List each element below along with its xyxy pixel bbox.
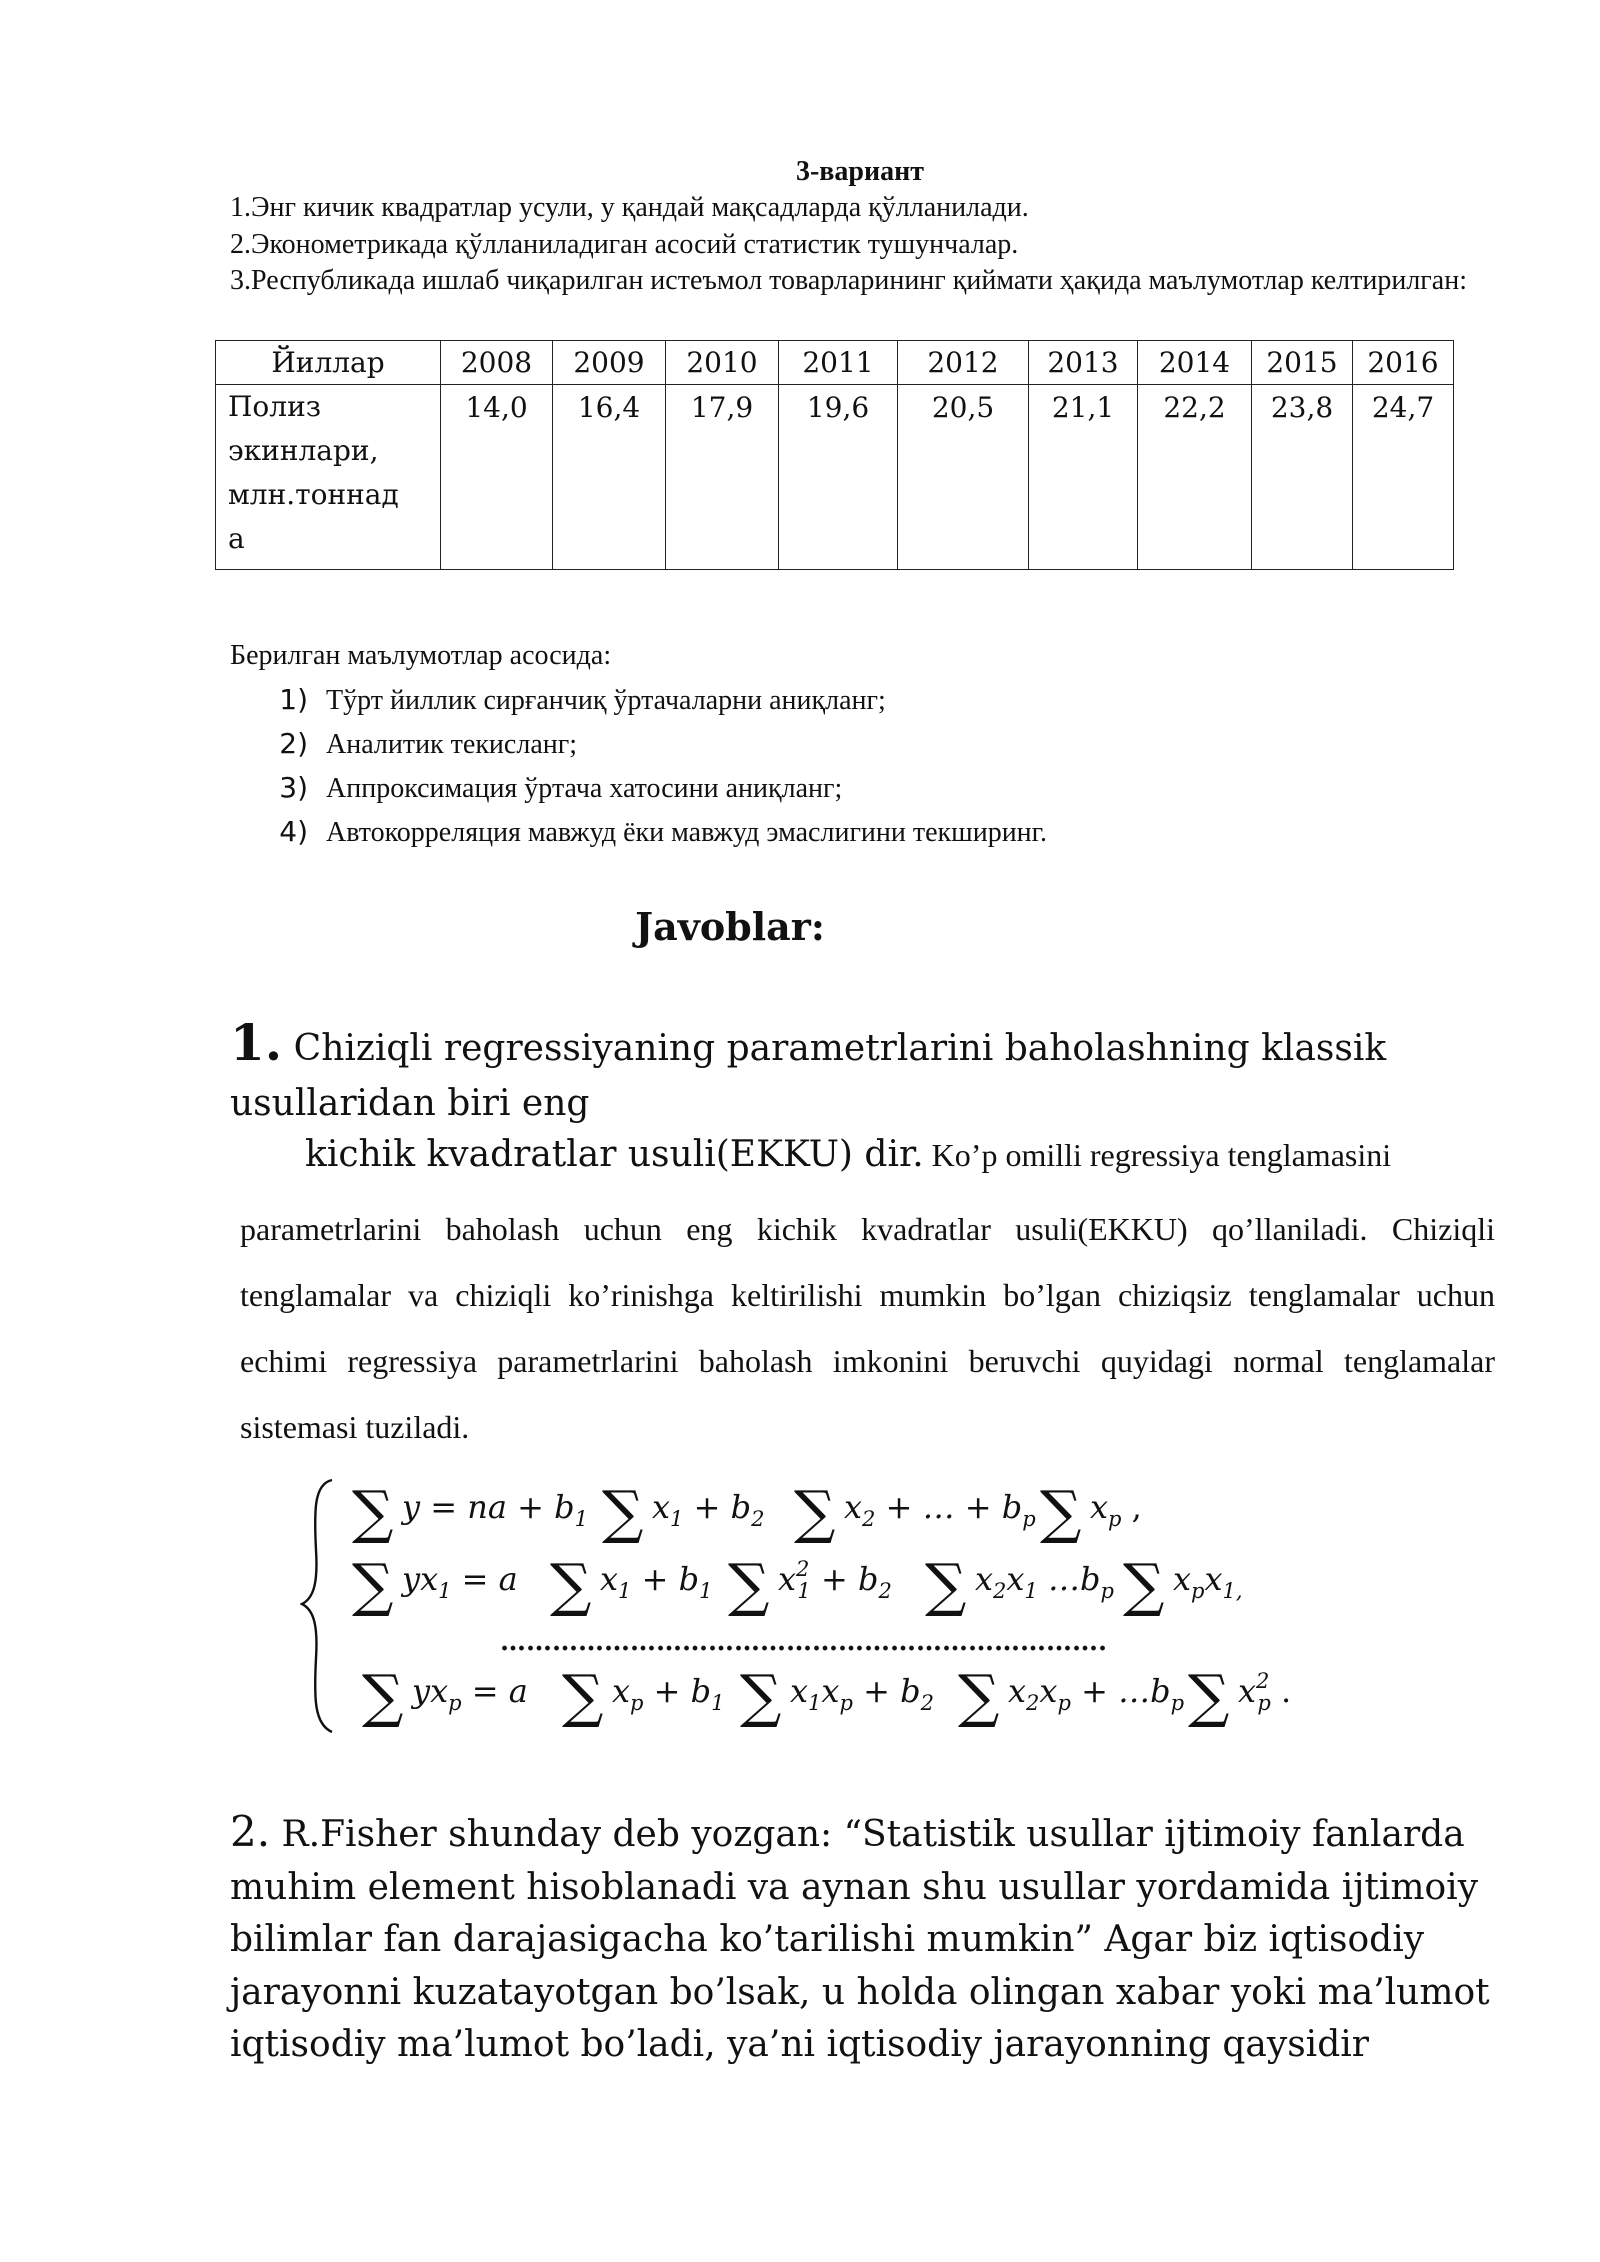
svg-text:∑: ∑ (1123, 1551, 1165, 1619)
table-cell: 16,4 (553, 385, 666, 570)
svg-text:∑: ∑ (740, 1662, 782, 1730)
svg-text:xp ,: $x_p$ , (1090, 1488, 1142, 1531)
svg-text:∑: ∑ (602, 1478, 644, 1546)
table-cell: 22,2 (1138, 385, 1252, 570)
equation-2 (352, 1551, 1243, 1619)
table-year: 2008 (441, 341, 553, 385)
svg-text:x2 + … + bp: $x_2$ + … + $b_p$ (844, 1488, 1036, 1531)
data-table (215, 340, 1454, 570)
table-cell: 24,7 (1353, 385, 1454, 570)
svg-text:∑: ∑ (550, 1551, 592, 1619)
task-list (230, 678, 1047, 854)
svg-text:yx1 = a: $yx_1 = a$ (402, 1560, 518, 1603)
svg-text:x1 + b2: $x_1 + b_2$ (652, 1488, 765, 1531)
svg-text:x2x1 …bp: $x_2x_1$ $\dots b_p$ (975, 1560, 1114, 1603)
list-item: 1) Тўрт йиллик сирғанчиқ ўртачаларни аниқланг; (279, 683, 886, 716)
svg-text:x2p .: $x^2$ p . (1238, 1669, 1292, 1715)
answer-1-line: kichik kvadratlar usuli(EKKU) dir. Ko’p omilli regressiya tenglamasini (305, 1134, 1392, 1175)
svg-text:yxp = a: $yx_p = a$ (412, 1672, 528, 1715)
formula-ellipsis: ……………………………………………………………. (500, 1627, 1108, 1657)
table-year: 2011 (779, 341, 898, 385)
svg-text:∑: ∑ (562, 1662, 604, 1730)
table-header-row (216, 341, 1454, 385)
svg-text:∑: ∑ (958, 1662, 1000, 1730)
svg-text:∑: ∑ (1188, 1662, 1230, 1730)
table-cell: 23,8 (1252, 385, 1353, 570)
table-year: 2009 (553, 341, 666, 385)
svg-text:x1xp + b2: $x_1x_p + b_2$ (790, 1672, 934, 1715)
answers-title: Javoblar: (635, 904, 825, 949)
question-3: 3.Республикада ишлаб чиқарилган истеъмол товарларининг қиймати ҳақида маълумотлар келтирилган: (230, 265, 1467, 296)
svg-text:x1 + b1: $x_1 + b_1$ (600, 1560, 713, 1603)
table-cell: 20,5 (898, 385, 1029, 570)
svg-text:∑: ∑ (362, 1662, 404, 1730)
table-year: 2014 (1138, 341, 1252, 385)
answer-1-heading: 1. Chiziqli regressiyaning parametrlarini baholashning klassik usullaridan biri eng (230, 1013, 1387, 1124)
table-header-label: Йиллар (216, 341, 441, 385)
svg-text:xpx1,: $x_px_{1,}$ (1173, 1560, 1243, 1603)
list-item: 4) Автокорреляция мавжуд ёки мавжуд эмаслигини текширинг. (279, 815, 1047, 848)
table-year: 2016 (1353, 341, 1454, 385)
answer-2-number: 2. (230, 1807, 271, 1856)
table-year: 2010 (666, 341, 779, 385)
svg-text:y = na + b1: y = na + $b_1$ (402, 1488, 588, 1531)
table-cell: 21,1 (1029, 385, 1138, 570)
svg-text:xp + b1: $x_p + b_1$ (612, 1672, 725, 1715)
list-item: 2) Аналитик текисланг; (279, 727, 577, 760)
svg-text:x21 + b2: $x^2$ $1 + b_2$ (778, 1557, 892, 1603)
answer-2: 2. R.Fisher shunday deb yozgan: “Statistik usullar ijtimoiy fanlarda muhim element hisoblanadi va aynan shu usullar yordamida ijtimoiy bilimlar fan darajasigacha ko’tarilishi mumkin” Agar biz iqtisodiy jarayonni kuzatayotgan bo’lsak, u holda olingan xabar yoki ma’lumot iqtisodiy ma’lumot bo’ladi, ya’ni iqtisodiy jarayonning qaysidir (230, 1807, 1490, 2065)
table-cell: 19,6 (779, 385, 898, 570)
svg-text:∑: ∑ (352, 1551, 394, 1619)
tasks-intro: Берилган маълумотлар асосида: (230, 640, 612, 671)
table-year: 2012 (898, 341, 1029, 385)
equation-1 (352, 1478, 1142, 1546)
variant-title: 3-вариант (795, 156, 925, 187)
answer-1-body: parametrlarini baholash uchun eng kichik kvadratlar usuli(EKKU) qo’llaniladi. Chiziqli tenglamalar va chiziqli ko’rinishga keltirilishi mumkin bo’lgan chiziqsiz tenglamalar uchun echimi regressiya parametrlarini baholash imkonini beruvchi quyidagi normal tenglamalar sistemasi tuziladi. (240, 1211, 1495, 1445)
table-row-label: Полиз экинлари, млн.тоннад а (216, 385, 441, 570)
table-cell: 17,9 (666, 385, 779, 570)
normal-equations-formula (300, 1470, 1360, 1750)
svg-text:∑: ∑ (1040, 1478, 1082, 1546)
list-item: 3) Аппроксимация ўртача хатосини аниқланг; (279, 771, 843, 804)
svg-text:∑: ∑ (352, 1478, 394, 1546)
table-row (216, 385, 1454, 570)
table-year: 2015 (1252, 341, 1353, 385)
svg-text:∑: ∑ (728, 1551, 770, 1619)
svg-text:∑: ∑ (794, 1478, 836, 1546)
table-cell: 14,0 (441, 385, 553, 570)
equation-3 (362, 1662, 1291, 1730)
answer-1-number: 1. (230, 1013, 283, 1072)
brace (302, 1480, 332, 1732)
question-2: 2.Эконометрикада қўлланиладиган асосий статистик тушунчалар. (230, 229, 1019, 260)
svg-text:∑: ∑ (925, 1551, 967, 1619)
table-year: 2013 (1029, 341, 1138, 385)
question-1: 1.Энг кичик квадратлар усули, у қандай мақсадларда қўлланилади. (230, 192, 1029, 223)
svg-text:x2xp + …bp: $x_2x_p$ + $\dots b_p$ (1008, 1672, 1185, 1715)
